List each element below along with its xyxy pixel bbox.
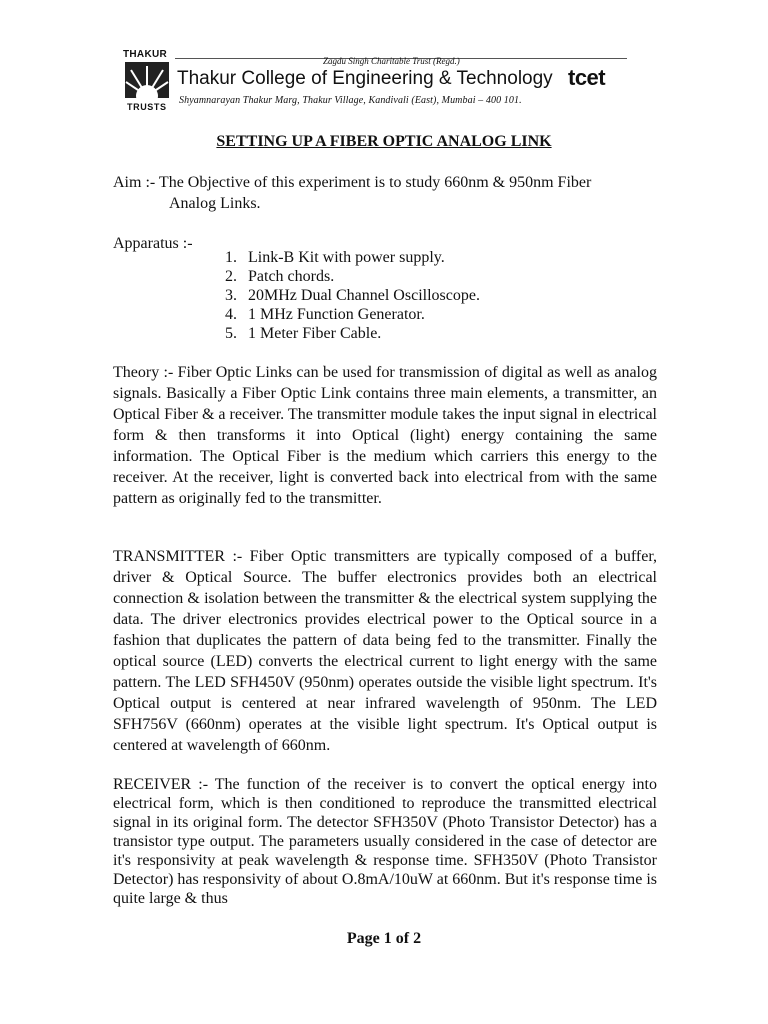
list-number: 1. xyxy=(225,249,237,266)
list-text: 20MHz Dual Channel Oscilloscope. xyxy=(248,287,480,304)
list-text: 1 MHz Function Generator. xyxy=(248,306,425,323)
sun-logo-icon xyxy=(125,62,169,102)
list-number: 5. xyxy=(225,325,237,342)
document-title: SETTING UP A FIBER OPTIC ANALOG LINK xyxy=(216,133,552,150)
list-text: Link-B Kit with power supply. xyxy=(248,249,445,266)
college-name: Thakur College of Engineering & Technology xyxy=(177,68,553,89)
list-number: 3. xyxy=(225,287,237,304)
trust-name: Zagdu Singh Charitable Trust (Regd.) xyxy=(323,56,460,66)
aim-section xyxy=(113,172,658,214)
transmitter-paragraph: TRANSMITTER :- Fiber Optic transmitters are typically composed of a buffer, driver & Optical Source. The buffer electronics provides both an electrical connection & isolation between the transmitter & the electrical system supplying the data. The driver electronics provides electrical power to the Optical source in a fashion that duplicates the pattern of data being fed to the transmitter. Finally the optical source (LED) converts the electrical current to light energy with the same pattern. The LED SFH450V (950nm) operates outside the visible light spectrum. It's Optical output is centered at near infrared wavelength of 950nm. The LED SFH756V (660nm) operates at the visible light spectrum. It's Optical output is centered at wavelength of 660nm. xyxy=(113,548,657,754)
list-item xyxy=(225,248,480,267)
thakur-trusts-logo xyxy=(117,46,177,114)
page-number: Page 1 of 2 xyxy=(346,930,422,947)
list-text: 1 Meter Fiber Cable. xyxy=(248,325,382,342)
theory-paragraph: Theory :- Fiber Optic Links can be used for transmission of digital as well as analog signals. Basically a Fiber Optic Link contains three main elements, a transmitter, an Optical Fiber & a receiver. The transmitter module takes the input signal in electrical form & then transforms it into Optical (light) energy containing the same information. The Optical Fiber is the medium which carriers this energy to the receiver. At the receiver, light is converted back into electrical from with the same pattern as originally fed to the transmitter. xyxy=(113,364,657,507)
list-item xyxy=(225,286,480,305)
list-item xyxy=(225,324,480,343)
list-number: 2. xyxy=(225,268,237,285)
aim-line-1: Aim :- The Objective of this experiment is to study 660nm & 950nm Fiber xyxy=(113,174,592,191)
aim-line-2: Analog Links. xyxy=(169,195,261,212)
logo-bottom-text: TRUSTS xyxy=(127,102,167,112)
list-number: 4. xyxy=(225,306,237,323)
apparatus-label: Apparatus :- xyxy=(113,235,193,252)
tcet-logo-text: tcet xyxy=(568,65,606,90)
list-item xyxy=(225,305,480,324)
logo-top-text: THAKUR xyxy=(123,49,168,60)
list-item xyxy=(225,267,480,286)
receiver-paragraph: RECEIVER :- The function of the receiver is to convert the optical energy into electrical form, which is then conditioned to reproduce the transmitted electrical signal in its original form. The detector SFH350V (Photo Transistor Detector) has a transistor type output. The parameters usually considered in the case of detector are it's responsivity at peak wavelength & response time. SFH350V (Photo Transistor Detector) has responsivity of about O.8mA/10uW at 660nm. But it's response time is quite large & thus xyxy=(113,776,657,907)
list-text: Patch chords. xyxy=(248,268,335,285)
letterhead xyxy=(113,46,625,116)
college-address: Shyamnarayan Thakur Marg, Thakur Village, Kandivali (East), Mumbai – 400 101. xyxy=(179,95,522,106)
apparatus-list xyxy=(225,248,480,343)
